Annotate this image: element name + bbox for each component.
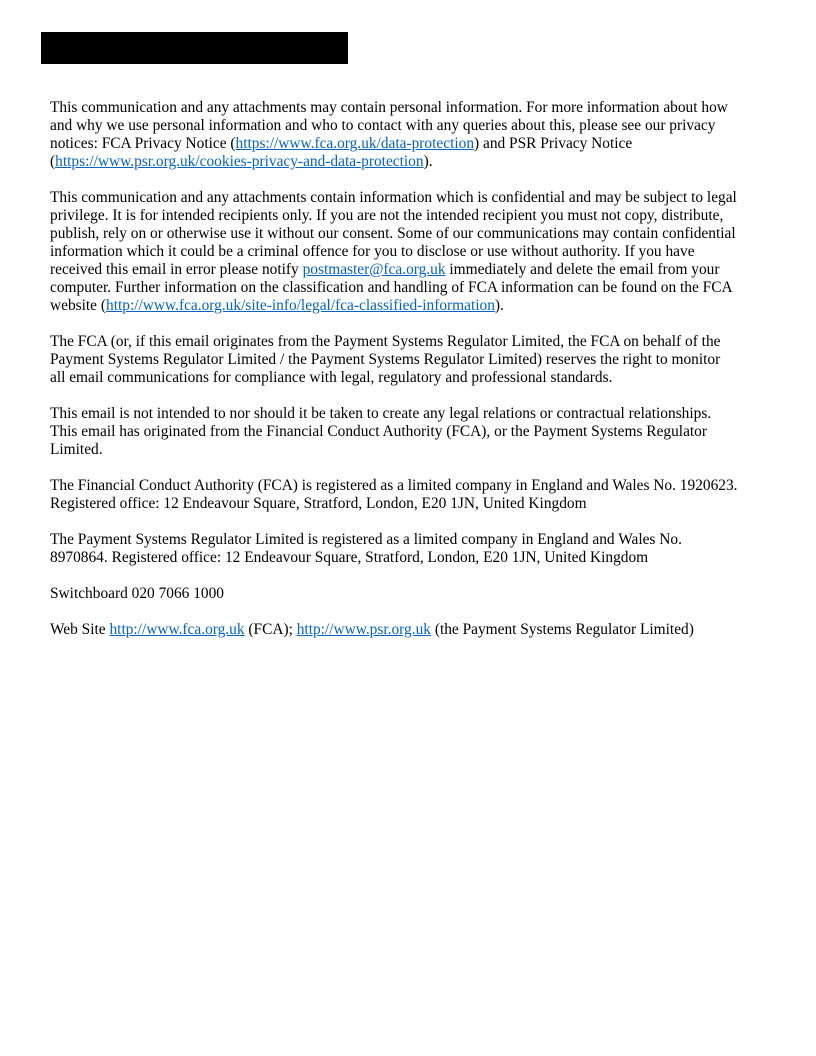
switchboard-paragraph (50, 585, 775, 603)
text-segment: received this email in error please notify (50, 261, 303, 278)
psr-registration-paragraph (50, 531, 775, 567)
website-paragraph (50, 621, 775, 639)
text-segment: Web Site (50, 621, 110, 638)
text-segment: ) and PSR Privacy Notice (474, 135, 633, 152)
text-line: The FCA (or, if this email originates from the Payment Systems Regulator Limited, the FCA on behalf of the (50, 333, 721, 350)
text-line: The Payment Systems Regulator Limited is registered as a limited company in England and Wales No. (50, 531, 682, 548)
legal-relations-paragraph (50, 405, 775, 459)
classified-information-link[interactable]: http://www.fca.org.uk/site-info/legal/fca-classified-information (106, 297, 495, 314)
psr-privacy-notice-link[interactable]: https://www.psr.org.uk/cookies-privacy-and-data-protection (55, 153, 424, 170)
text-line: Registered office: 12 Endeavour Square, Stratford, London, E20 1JN, United Kingdom (50, 495, 587, 512)
fca-website-link[interactable]: http://www.fca.org.uk (109, 621, 245, 638)
text-segment: (the Payment Systems Regulator Limited) (430, 621, 694, 638)
text-line: Limited. (50, 441, 103, 458)
text-line: publish, rely on or otherwise use it without our consent. Some of our communications may contain confidential (50, 225, 736, 242)
confidentiality-paragraph (50, 189, 775, 315)
text-line (50, 621, 775, 639)
text-segment: website ( (50, 297, 106, 314)
text-line: all email communications for compliance with legal, regulatory and professional standards. (50, 369, 613, 386)
text-line (50, 153, 775, 171)
text-line: This communication and any attachments may contain personal information. For more information about how (50, 99, 728, 116)
text-segment: notices: FCA Privacy Notice ( (50, 135, 236, 152)
text-line: and why we use personal information and who to contact with any queries about this, please see our privacy (50, 117, 716, 134)
text-line: privilege. It is for intended recipients only. If you are not the intended recipient you must not copy, distribute, (50, 207, 724, 224)
text-line (50, 297, 775, 315)
text-line: Payment Systems Regulator Limited / the Payment Systems Regulator Limited) reserves the right to monitor (50, 351, 721, 368)
text-line (50, 261, 775, 279)
text-line: computer. Further information on the classification and handling of FCA information can be found on the FCA (50, 279, 733, 296)
text-line: information which it could be a criminal offence for you to disclose or use without authority. If you have (50, 243, 695, 260)
postmaster-email-link[interactable]: postmaster@fca.org.uk (302, 261, 446, 278)
text-line: This email is not intended to nor should it be taken to create any legal relations or contractual relationships. (50, 405, 712, 422)
text-segment: (FCA); (244, 621, 297, 638)
psr-website-link[interactable]: http://www.psr.org.uk (296, 621, 431, 638)
text-segment: ). (494, 297, 504, 314)
fca-registration-paragraph (50, 477, 775, 513)
email-disclaimer (50, 99, 775, 657)
monitoring-paragraph (50, 333, 775, 387)
redaction-bar (41, 32, 348, 64)
text-segment: immediately and delete the email from your (445, 261, 720, 278)
text-line: The Financial Conduct Authority (FCA) is registered as a limited company in England and Wales No. 1920623. (50, 477, 738, 494)
text-line: This email has originated from the Financial Conduct Authority (FCA), or the Payment Systems Regulator (50, 423, 707, 440)
text-line (50, 135, 775, 153)
text-line: 8970864. Registered office: 12 Endeavour Square, Stratford, London, E20 1JN, United Kingdom (50, 549, 649, 566)
fca-privacy-notice-link[interactable]: https://www.fca.org.uk/data-protection (235, 135, 475, 152)
privacy-paragraph (50, 99, 775, 171)
text-segment: ). (423, 153, 433, 170)
text-segment: ( (50, 153, 56, 170)
switchboard-number: Switchboard 020 7066 1000 (50, 585, 224, 602)
text-line: This communication and any attachments contain information which is confidential and may be subject to legal (50, 189, 737, 206)
